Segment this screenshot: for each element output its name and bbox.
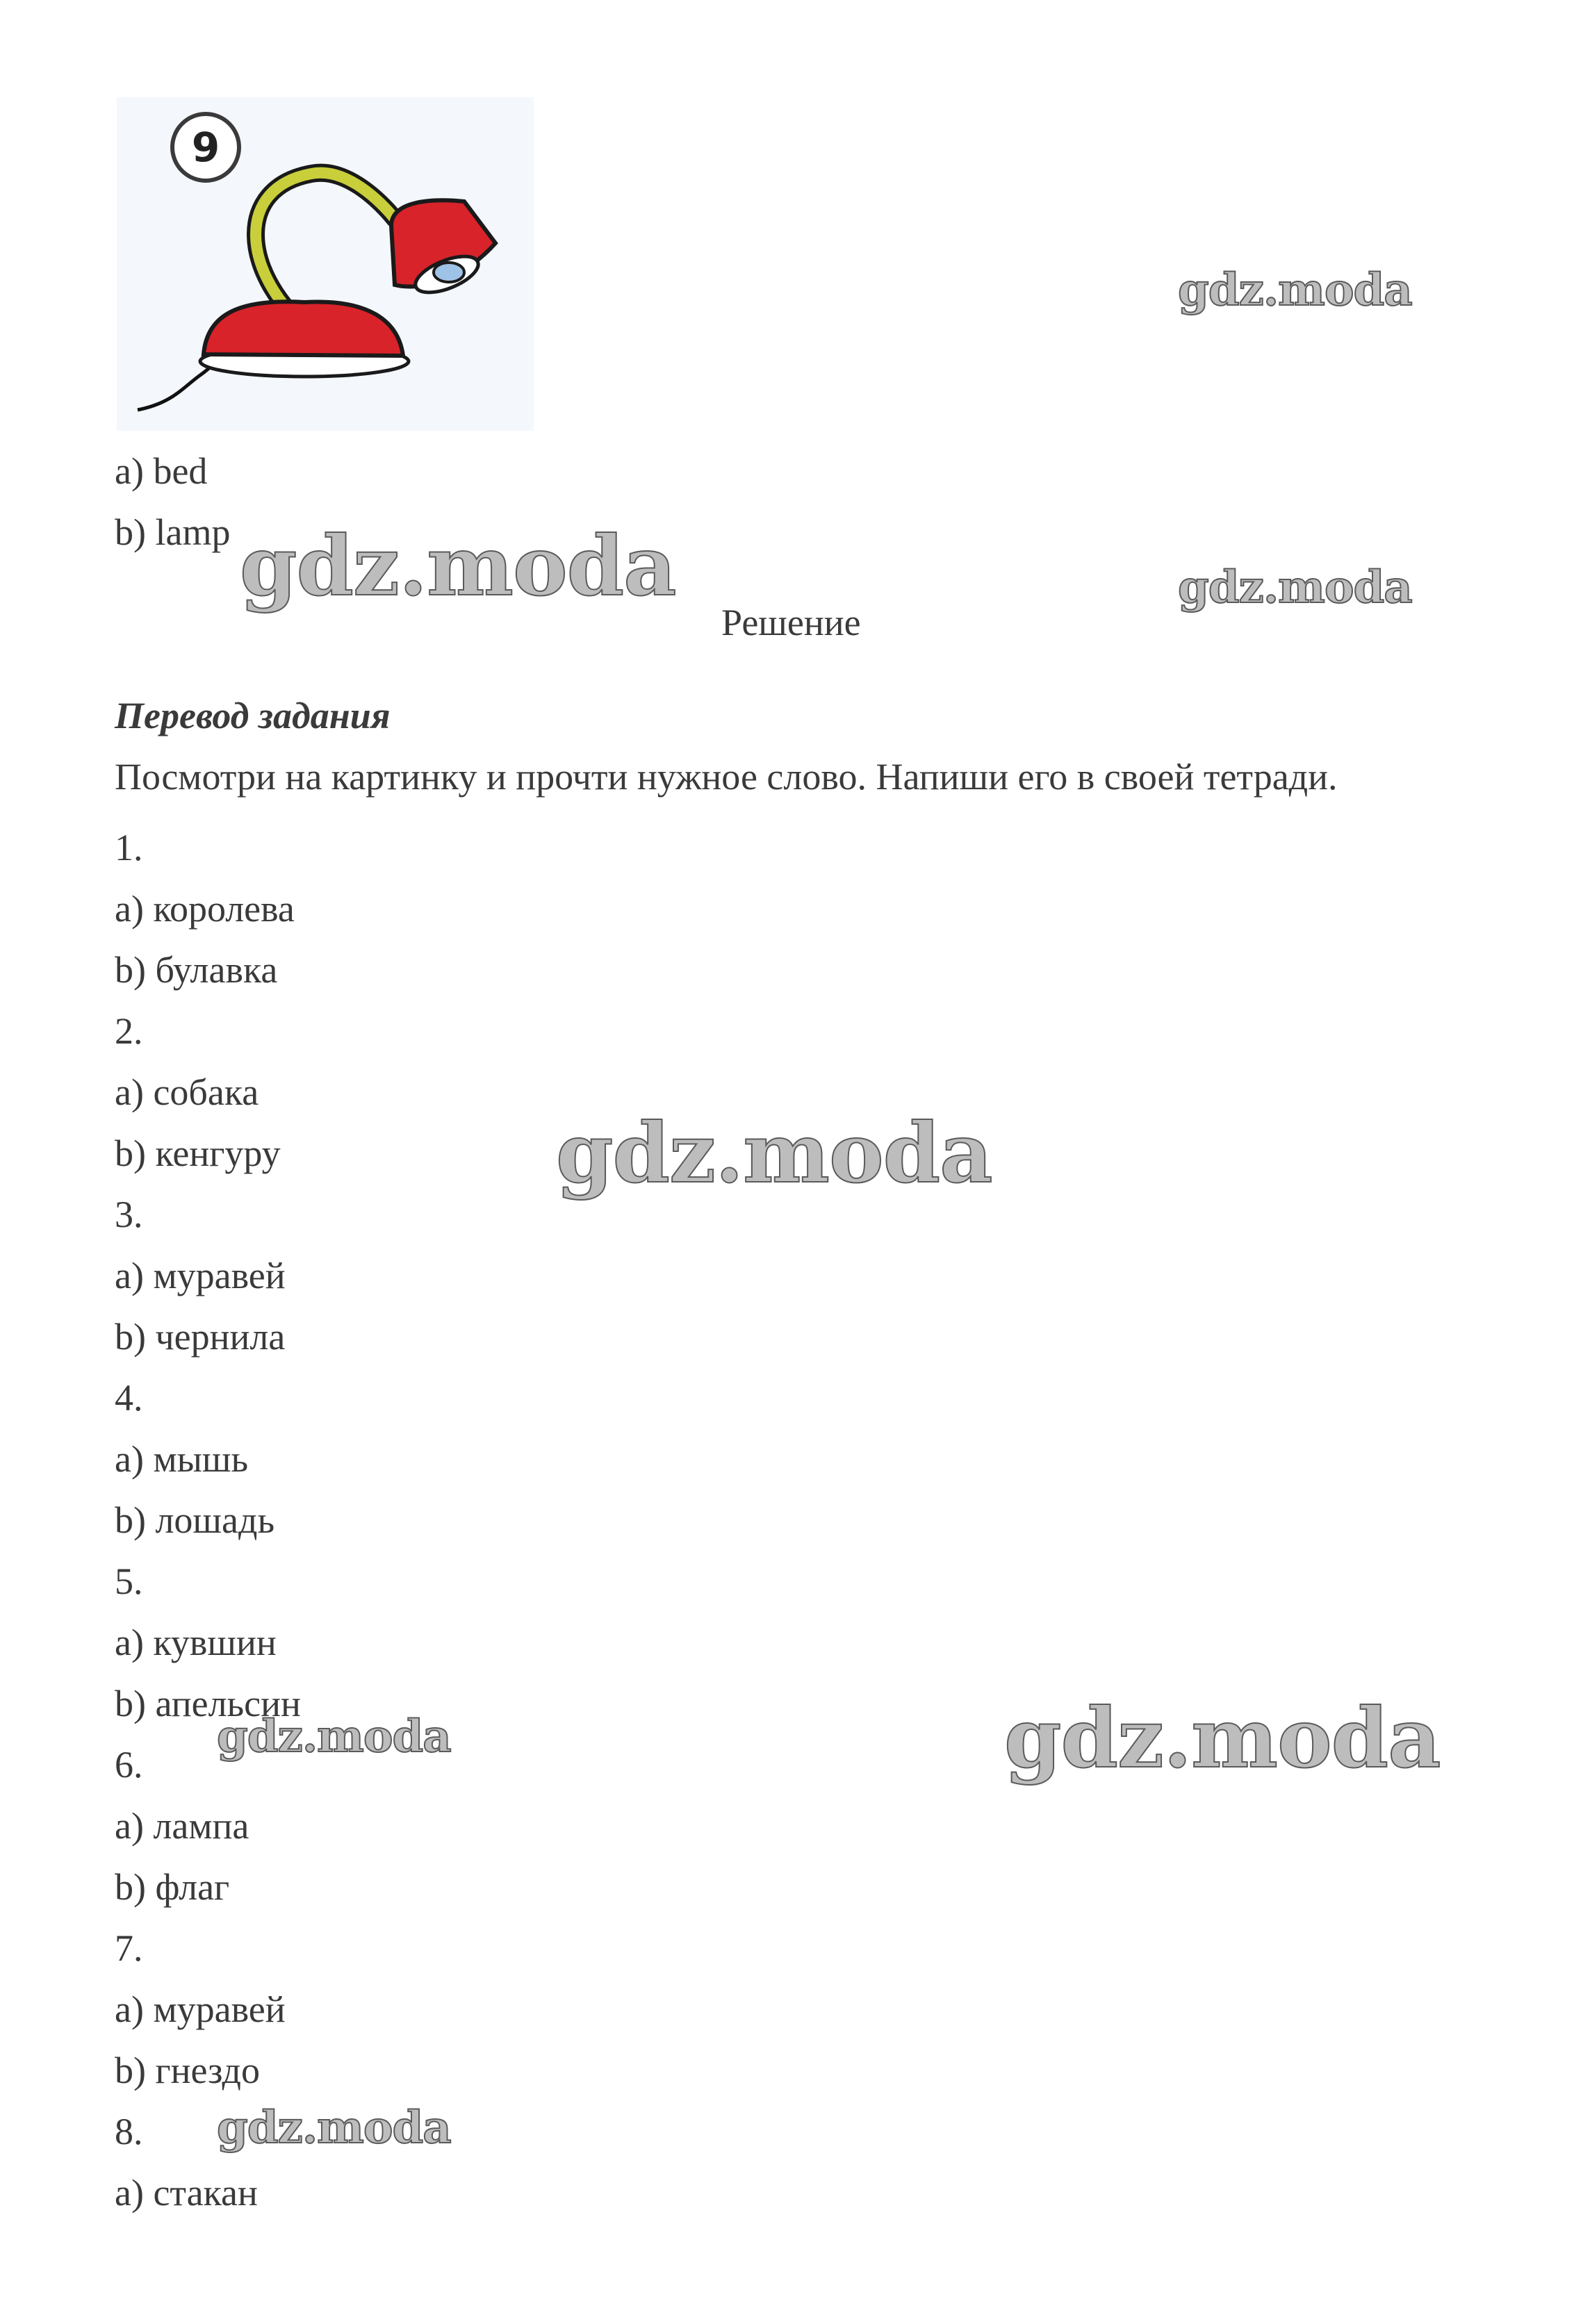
watermark: gdz.moda (1178, 264, 1412, 316)
watermark: gdz.moda (217, 2102, 451, 2154)
list-item: a) кувшин (115, 1622, 277, 1663)
list-item: b) булавка (115, 949, 278, 991)
list-item: a) муравей (115, 1255, 286, 1296)
list-item: b) гнездо (115, 2050, 260, 2091)
answer-list (115, 817, 301, 2223)
list-item: a) королева (115, 888, 295, 930)
list-item: b) чернила (115, 1316, 286, 1358)
solution-heading: Решение (721, 602, 861, 643)
instruction-text: Посмотри на картинку и прочти нужное слово. Напиши его в своей тетради. (115, 756, 1338, 798)
exercise-picture (117, 97, 534, 431)
watermark: gdz.moda (240, 518, 676, 614)
list-item: a) собака (115, 1071, 259, 1113)
list-item: 6. (115, 1744, 143, 1786)
option-b: b) lamp (115, 511, 231, 553)
list-item: 2. (115, 1010, 143, 1052)
list-item: 1. (115, 827, 143, 868)
list-item: a) стакан (115, 2172, 258, 2214)
watermark: gdz.moda (556, 1105, 992, 1201)
exercise-number: 9 (191, 124, 220, 171)
option-a: a) bed (115, 450, 208, 492)
list-item: b) кенгуру (115, 1132, 281, 1174)
list-item: a) муравей (115, 1988, 286, 2030)
list-item: a) лампа (115, 1805, 249, 1847)
translation-heading: Перевод задания (115, 695, 391, 736)
list-item: 7. (115, 1927, 143, 1969)
list-item: b) апельсин (115, 1683, 301, 1724)
list-item: 5. (115, 1560, 143, 1602)
list-item: b) флаг (115, 1866, 230, 1908)
watermark: gdz.moda (1178, 561, 1412, 613)
list-item: 3. (115, 1194, 143, 1235)
watermark: gdz.moda (1004, 1690, 1441, 1786)
lamp-bulb (434, 263, 464, 282)
list-item: 8. (115, 2111, 143, 2152)
list-item: 4. (115, 1377, 143, 1419)
watermark: gdz.moda (217, 1711, 451, 1763)
list-item: b) лошадь (115, 1499, 275, 1541)
list-item: a) мышь (115, 1438, 249, 1480)
lamp-illustration (117, 97, 534, 431)
